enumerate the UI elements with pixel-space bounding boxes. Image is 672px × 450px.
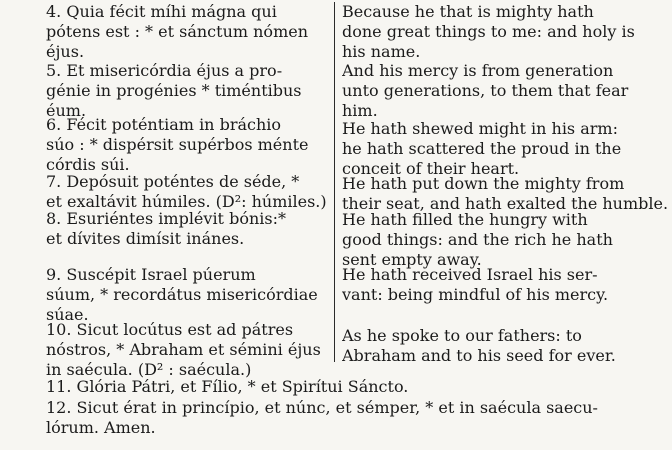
verse-10-english: As he spoke to our fathers: to Abraham and to his seed for ever. [342,326,616,365]
verse-5-latin: 5. Et misericórdia éjus a pro- génie in progénies * timéntibus éum. [46,61,302,120]
verse-8-english: He hath filled the hungry with good things: and the rich he hath sent empty away. [342,210,613,269]
verse-10-latin: 10. Sicut locútus est ad pátres nóstros, * Abraham et sémini éjus in saécula. (D² : saécula.) [46,320,321,379]
verse-7-english: He hath put down the mighty from their seat, and hath exalted the humble. [342,174,668,213]
verse-9-english: He hath received Israel his ser- vant: being mindful of his mercy. [342,265,609,304]
verse-12: 12. Sicut érat in princípio, et núnc, et sémper, * et in saécula saecu- lórum. Amen. [46,398,598,437]
verse-6-latin: 6. Fécit poténtiam in bráchio súo : * dispérsit supérbos ménte córdis súi. [46,115,309,174]
verse-4-english: Because he that is mighty hath done great things to me: and holy is his name. [342,2,635,61]
verse-6-english: He hath shewed might in his arm: he hath scattered the proud in the conceit of their heart. [342,119,622,178]
verse-4-latin: 4. Quia fécit míhi mágna qui pótens est : * et sánctum nómen éjus. [46,2,309,61]
verse-9-latin: 9. Suscépit Israel púerum súum, * recordátus misericórdiae súae. [46,265,318,324]
verse-5-english: And his mercy is from generation unto generations, to them that fear him. [342,61,629,120]
verse-7-latin: 7. Depósuit poténtes de séde, * et exaltávit húmiles. (D²: húmiles.) [46,172,327,211]
verse-8-latin: 8. Esuriéntes implévit bónis:* et dívites dimísit inánes. [46,209,286,248]
column-divider [334,2,335,362]
verse-11: 11. Glória Pátri, et Fílio, * et Spirítui Sáncto. [46,377,409,396]
